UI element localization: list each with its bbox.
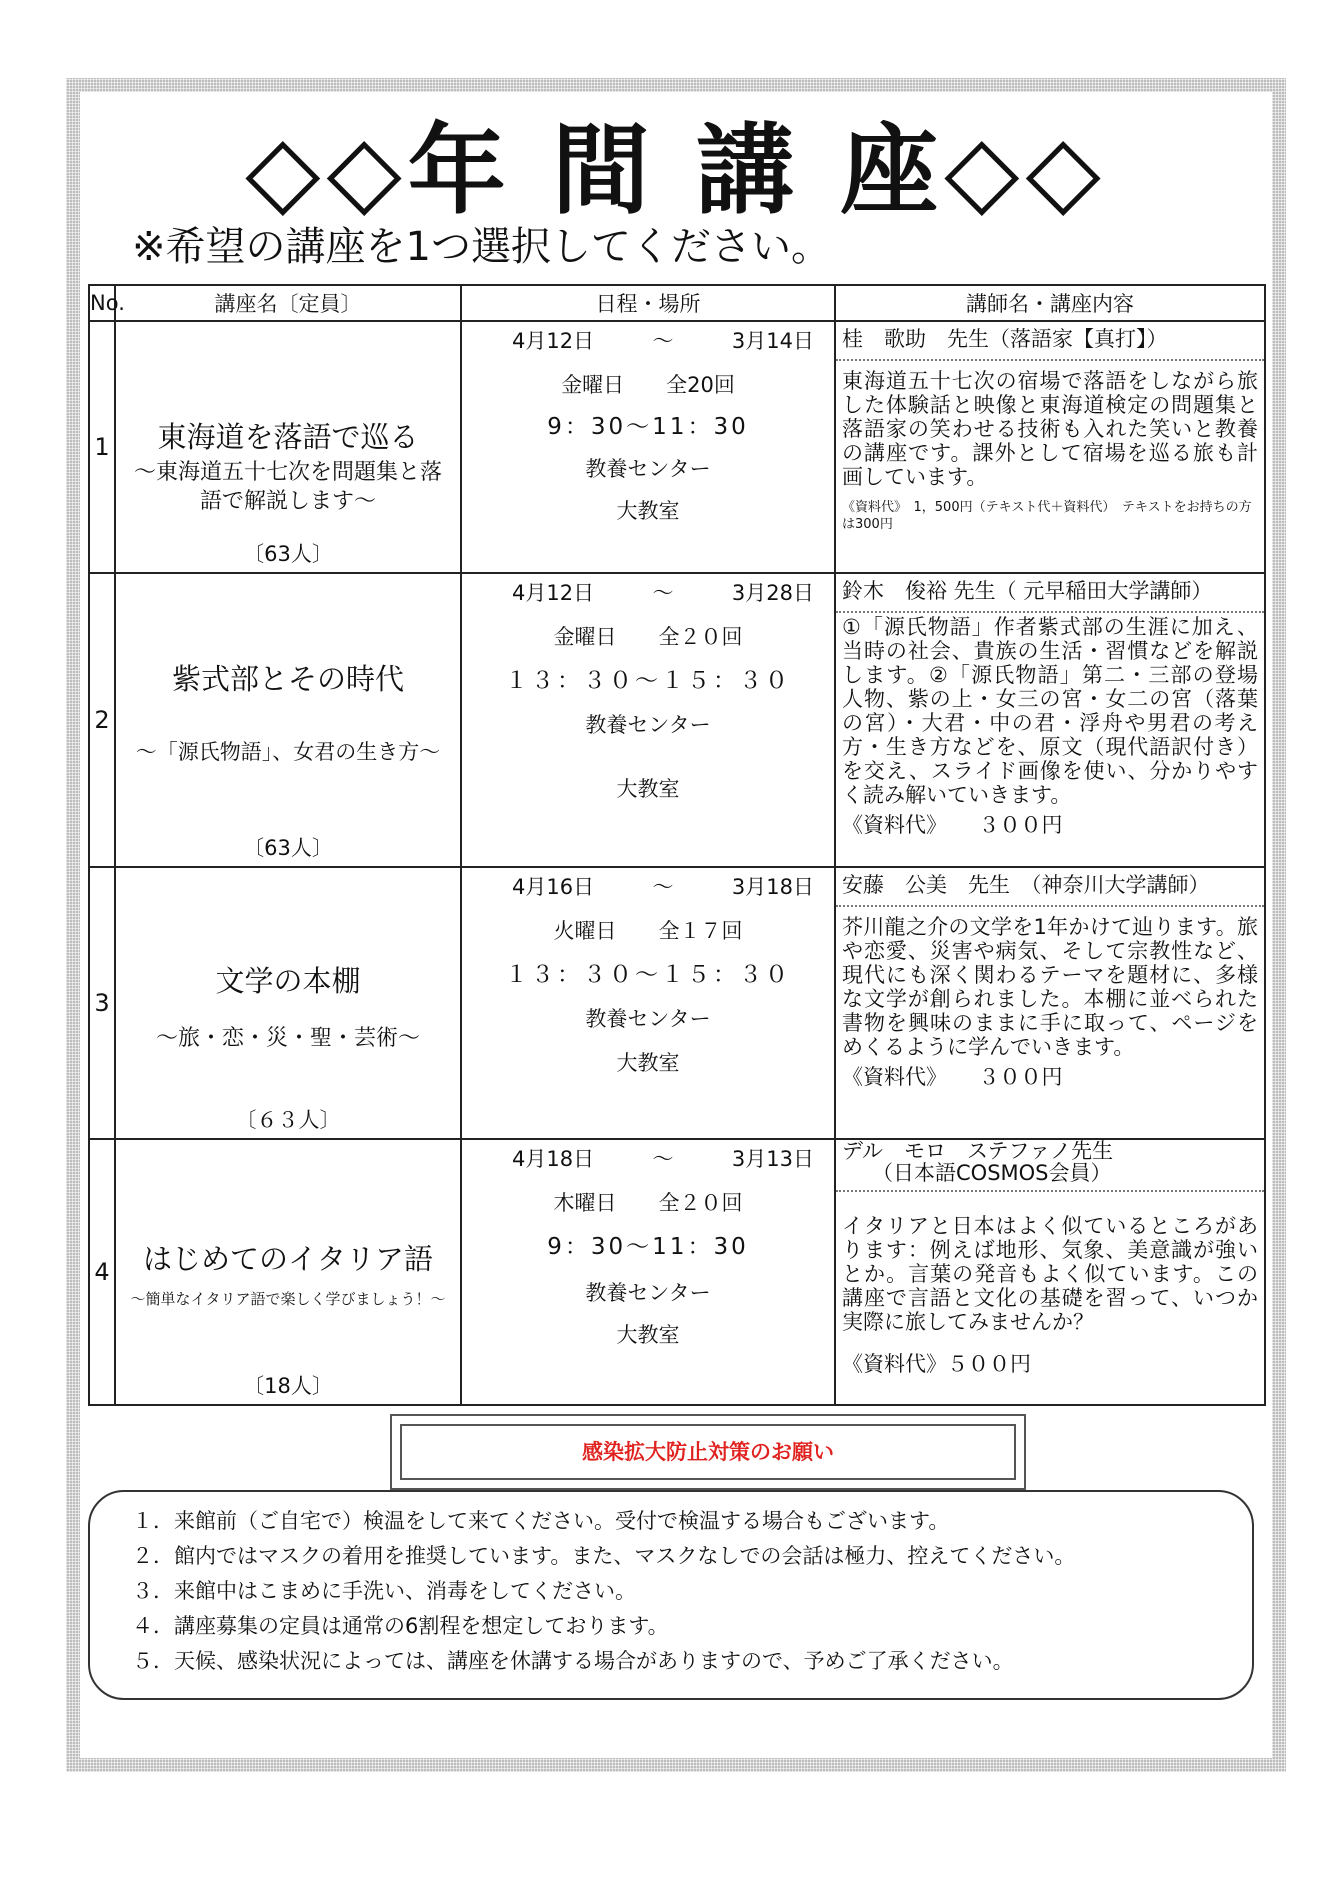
header-no: No. [89, 285, 115, 321]
notice-title-box [390, 1414, 1026, 1490]
instructor-name: 安藤 公美 先生 （神奈川大学講師） [836, 868, 1264, 907]
start-date: 4月16日 [512, 875, 595, 899]
instructor-cell [835, 867, 1265, 1139]
start-date: 4月12日 [512, 581, 595, 605]
row-number: 4 [89, 1139, 115, 1405]
instructor-cell [835, 573, 1265, 867]
instructor-cell [835, 321, 1265, 573]
notice-item: ５．天候、感染状況によっては、講座を休講する場合がありますので、予めご了承ください。 [132, 1649, 1014, 1673]
venue: 教養センター [585, 1281, 711, 1305]
header-course: 講座名〔定員〕 [115, 285, 461, 321]
start-date: 4月18日 [512, 1147, 595, 1171]
course-name: はじめてのイタリア語 [142, 1242, 433, 1276]
course-capacity: 〔63人〕 [243, 836, 333, 860]
course-capacity: 〔６３人〕 [235, 1108, 341, 1132]
end-date: 3月14日 [731, 329, 814, 353]
date-separator: ～ [652, 329, 674, 353]
course-subtitle: ～「源氏物語」、女君の生き方～ [135, 740, 441, 764]
instructor-name: 鈴木 俊裕 先生（ 元早稲田大学講師） [836, 574, 1264, 613]
instructor-cell [835, 1139, 1265, 1405]
course-subtitle: ～旅・恋・災・聖・芸術～ [155, 1026, 420, 1051]
course-name-cell [115, 1139, 461, 1405]
date-range [462, 574, 834, 608]
date-separator: ～ [652, 581, 674, 605]
instructor-header [836, 1140, 1264, 1192]
room: 大教室 [616, 499, 680, 523]
date-range [462, 322, 834, 356]
schedule-cell [461, 867, 835, 1139]
venue: 教養センター [585, 713, 711, 737]
course-description: 芥川龍之介の文学を1年かけて辿ります。旅や恋愛、災害や病気、そして宗教性など、現代にも深く関わるテーマを題材に、多様な文学が創られました。本棚に並べられた書物を興味のままに手に取って、ページをめくるように学んでいきます。 [842, 915, 1258, 1059]
material-fee: 《資料代》 ３００円 [842, 1065, 1063, 1089]
course-name-cell [115, 321, 461, 573]
header-schedule: 日程・場所 [461, 285, 835, 321]
date-range [462, 868, 834, 902]
date-range [462, 1140, 834, 1174]
date-separator: ～ [652, 875, 674, 899]
course-name-cell [115, 573, 461, 867]
notice-item: ２．館内ではマスクの着用を推奨しています。また、マスクなしでの会話は極力、控えてください。 [132, 1544, 1076, 1568]
course-name: 東海道を落語で巡る [157, 420, 419, 454]
row-number: 1 [89, 321, 115, 573]
venue: 教養センター [585, 457, 711, 481]
instructor-name: デル モロ ステファノ先生 [842, 1139, 1114, 1163]
schedule-cell [461, 321, 835, 573]
notice-item: ４．講座募集の定員は通常の6割程を想定しております。 [132, 1614, 669, 1638]
weekday-count: 金曜日 全20回 [561, 373, 735, 397]
room: 大教室 [616, 777, 680, 801]
instructor-organization: （日本語COSMOS会員） [872, 1161, 1112, 1185]
class-time: １３：３０～１５：３０ [505, 668, 791, 694]
table-row [89, 321, 1265, 573]
notice-item: ３．来館中はこまめに手洗い、消毒をしてください。 [132, 1579, 636, 1603]
row-number: 2 [89, 573, 115, 867]
page-title: ◇◇年 間 講 座◇◇ [245, 114, 1107, 228]
course-subtitle: ～簡単なイタリア語で楽しく学びましょう！～ [130, 1290, 446, 1308]
schedule-cell [461, 1139, 835, 1405]
page-subtitle: ※希望の講座を1つ選択してください。 [132, 224, 831, 270]
course-name: 紫式部とその時代 [171, 662, 404, 696]
notice-title: 感染拡大防止対策のお願い [400, 1424, 1016, 1480]
table-row [89, 1139, 1265, 1405]
course-table [88, 284, 1266, 1406]
notice-item: １．来館前（ご自宅で）検温をして来てください。受付で検温する場合もございます。 [132, 1509, 950, 1533]
notice-list [88, 1490, 1254, 1700]
end-date: 3月28日 [731, 581, 814, 605]
weekday-count: 木曜日 全２０回 [553, 1191, 743, 1215]
table-row [89, 867, 1265, 1139]
date-separator: ～ [652, 1147, 674, 1171]
room: 大教室 [616, 1051, 680, 1075]
course-description: ①「源氏物語」作者紫式部の生涯に加え、当時の社会、貴族の生活・習慣などを解説します。②「源氏物語」第二・三部の登場人物、紫の上・女三の宮・女二の宮（落葉の宮）・大君・中の君・浮舟や男君の考え方・生き方などを、原文（現代語訳付き）を交え、スライド画像を使い、分かりやすく読み解いていきます。 [842, 615, 1258, 807]
row-number: 3 [89, 867, 115, 1139]
course-description: 東海道五十七次の宿場で落語をしながら旅した体験話と映像と東海道検定の問題集と落語家の笑わせる技術も入れた笑いと教養の講座です。課外として宿場を巡る旅も計画しています。 [842, 369, 1258, 489]
header-instructor: 講師名・講座内容 [835, 285, 1265, 321]
course-subtitle: ～東海道五十七次を問題集と落語で解説します～ [133, 460, 442, 514]
instructor-name: 桂 歌助 先生（落語家【真打】） [836, 322, 1264, 361]
class-time: 9：30～11：30 [547, 414, 749, 440]
course-name: 文学の本棚 [215, 964, 361, 998]
material-fee: 《資料代》５００円 [842, 1352, 1031, 1376]
end-date: 3月13日 [731, 1147, 814, 1171]
schedule-cell [461, 573, 835, 867]
page-content [80, 92, 1272, 1758]
class-time: 9：30～11：30 [547, 1234, 749, 1260]
material-fee: 《資料代》 ３００円 [842, 813, 1063, 837]
table-row [89, 573, 1265, 867]
material-fee: 《資料代》 1，500円（テキスト代＋資料代） テキストをお持ちの方は300円 [842, 500, 1252, 532]
page-border [66, 78, 1286, 1772]
weekday-count: 火曜日 全１７回 [553, 919, 743, 943]
end-date: 3月18日 [731, 875, 814, 899]
course-name-cell [115, 867, 461, 1139]
course-capacity: 〔63人〕 [243, 542, 333, 566]
venue: 教養センター [585, 1007, 711, 1031]
course-capacity: 〔18人〕 [243, 1374, 333, 1398]
course-description: イタリアと日本はよく似ているところがあります：例えば地形、気象、美意識が強いとか。言葉の発音もよく似ています。この講座で言語と文化の基礎を習って、いつか実際に旅してみませんか？ [842, 1214, 1258, 1334]
table-header-row [89, 285, 1265, 321]
weekday-count: 金曜日 全２０回 [553, 625, 743, 649]
start-date: 4月12日 [512, 329, 595, 353]
room: 大教室 [616, 1323, 680, 1347]
class-time: １３：３０～１５：３０ [505, 962, 791, 988]
